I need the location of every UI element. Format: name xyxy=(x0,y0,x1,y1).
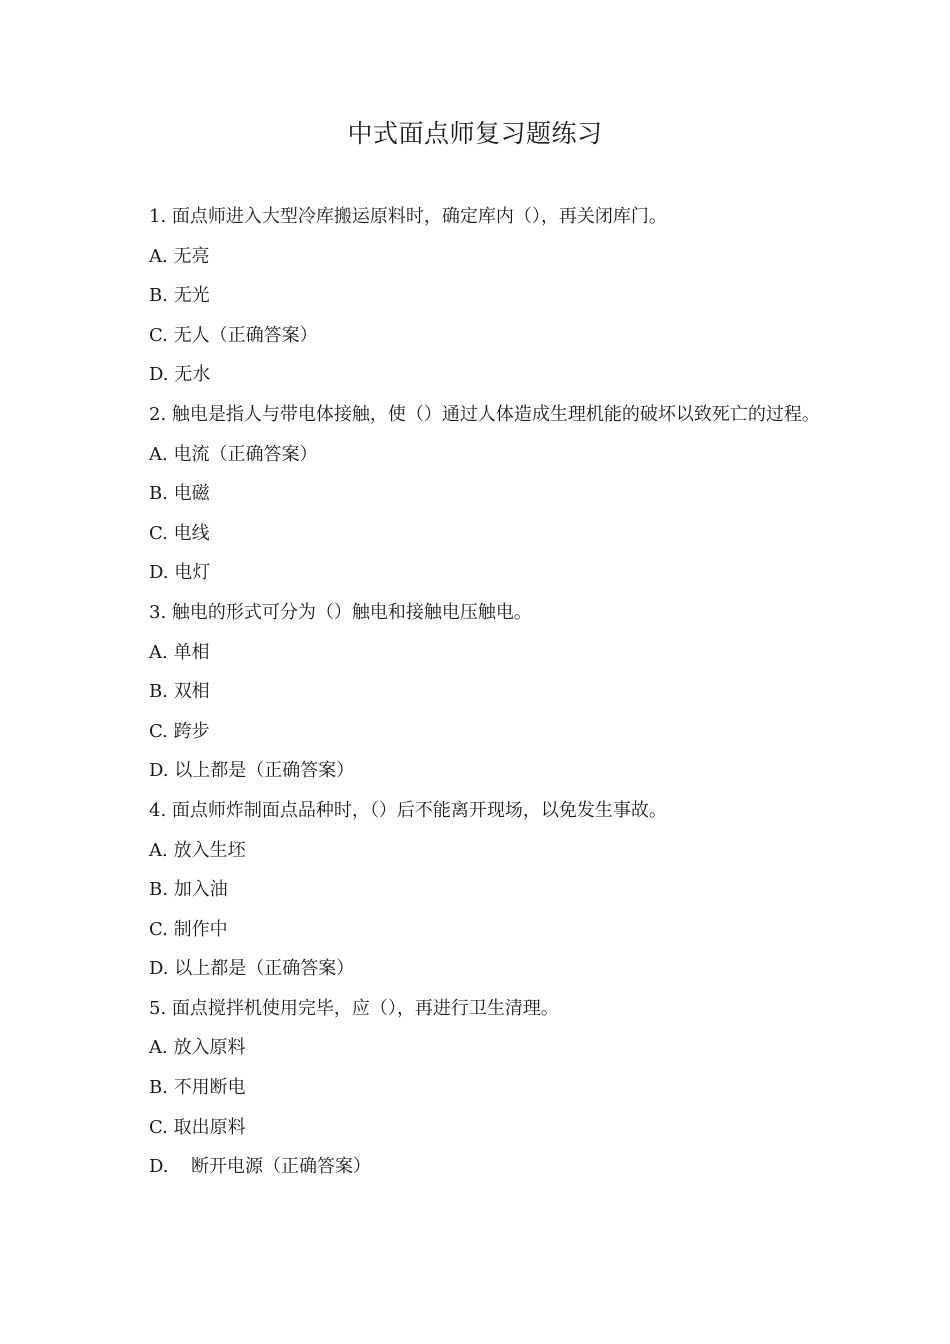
question-3 xyxy=(109,593,837,791)
option-letter: B. xyxy=(149,285,168,307)
option-c xyxy=(109,316,837,356)
option-letter: B. xyxy=(149,483,168,505)
option-text: 以上都是（正确答案） xyxy=(174,958,355,980)
option-a xyxy=(109,831,837,871)
question-list xyxy=(109,197,837,1187)
option-c xyxy=(109,1108,837,1148)
question-2 xyxy=(109,395,837,593)
option-letter: D. xyxy=(149,958,169,980)
option-text: 放入生坯 xyxy=(173,839,246,861)
option-a xyxy=(109,237,837,277)
option-a xyxy=(109,435,837,475)
option-text: 无人（正确答案） xyxy=(173,324,318,346)
page-title: 中式面点师复习题练习 xyxy=(347,119,603,148)
option-letter: D. xyxy=(149,1156,169,1178)
option-c xyxy=(109,514,837,554)
question-stem: 5. 面点搅拌机使用完毕，应（），再进行卫生清理。 xyxy=(149,997,559,1019)
question-stem: 4. 面点师炸制面点品种时，（）后不能离开现场，以免发生事故。 xyxy=(149,799,667,821)
question-stem: 2. 触电是指人与带电体接触，使（）通过人体造成生理机能的破坏以致死亡的过程。 xyxy=(149,403,820,425)
option-b xyxy=(109,672,837,712)
question-5 xyxy=(109,989,837,1187)
option-d xyxy=(109,355,837,395)
option-text: 无光 xyxy=(173,285,210,307)
option-text: 不用断电 xyxy=(173,1077,246,1099)
option-letter: C. xyxy=(149,720,168,742)
question-1 xyxy=(109,197,837,395)
option-text: 电磁 xyxy=(173,483,210,505)
option-text: 以上都是（正确答案） xyxy=(174,760,355,782)
option-a xyxy=(109,633,837,673)
option-text: 断开电源（正确答案） xyxy=(191,1156,371,1178)
option-letter: A. xyxy=(149,839,168,861)
option-letter: A. xyxy=(149,245,168,267)
option-letter: D. xyxy=(149,562,169,584)
option-letter: D. xyxy=(149,364,169,386)
option-text: 无水 xyxy=(174,364,211,386)
option-d xyxy=(109,751,837,791)
option-text: 电流（正确答案） xyxy=(173,443,318,465)
option-text: 无亮 xyxy=(173,245,210,267)
option-letter: C. xyxy=(149,522,168,544)
option-letter: B. xyxy=(149,681,168,703)
option-letter: D. xyxy=(149,760,169,782)
option-b xyxy=(109,870,837,910)
option-letter: C. xyxy=(149,324,168,346)
option-letter: A. xyxy=(149,1037,168,1059)
option-d xyxy=(109,553,837,593)
option-text: 放入原料 xyxy=(173,1037,246,1059)
option-a xyxy=(109,1028,837,1068)
question-stem: 1. 面点师进入大型冷库搬运原料时，确定库内（），再关闭库门。 xyxy=(149,206,667,227)
question-4 xyxy=(109,791,837,989)
option-d xyxy=(109,949,837,989)
option-text: 跨步 xyxy=(173,720,210,742)
option-text: 加入油 xyxy=(173,879,228,901)
option-letter: C. xyxy=(149,918,168,940)
option-b xyxy=(109,474,837,514)
option-text: 取出原料 xyxy=(173,1116,246,1138)
option-c xyxy=(109,910,837,950)
option-text: 制作中 xyxy=(173,918,228,940)
option-d xyxy=(109,1147,837,1187)
option-letter: C. xyxy=(149,1116,168,1138)
option-b xyxy=(109,1068,837,1108)
option-letter: A. xyxy=(149,443,168,465)
option-text: 电线 xyxy=(173,522,210,544)
option-letter: A. xyxy=(149,641,168,663)
question-stem: 3. 触电的形式可分为（）触电和接触电压触电。 xyxy=(149,601,532,623)
option-letter: B. xyxy=(149,879,168,901)
option-text: 双相 xyxy=(173,681,210,703)
option-text: 电灯 xyxy=(174,562,211,584)
option-b xyxy=(109,276,837,316)
option-letter: B. xyxy=(149,1077,168,1099)
option-text: 单相 xyxy=(173,641,210,663)
option-c xyxy=(109,712,837,752)
